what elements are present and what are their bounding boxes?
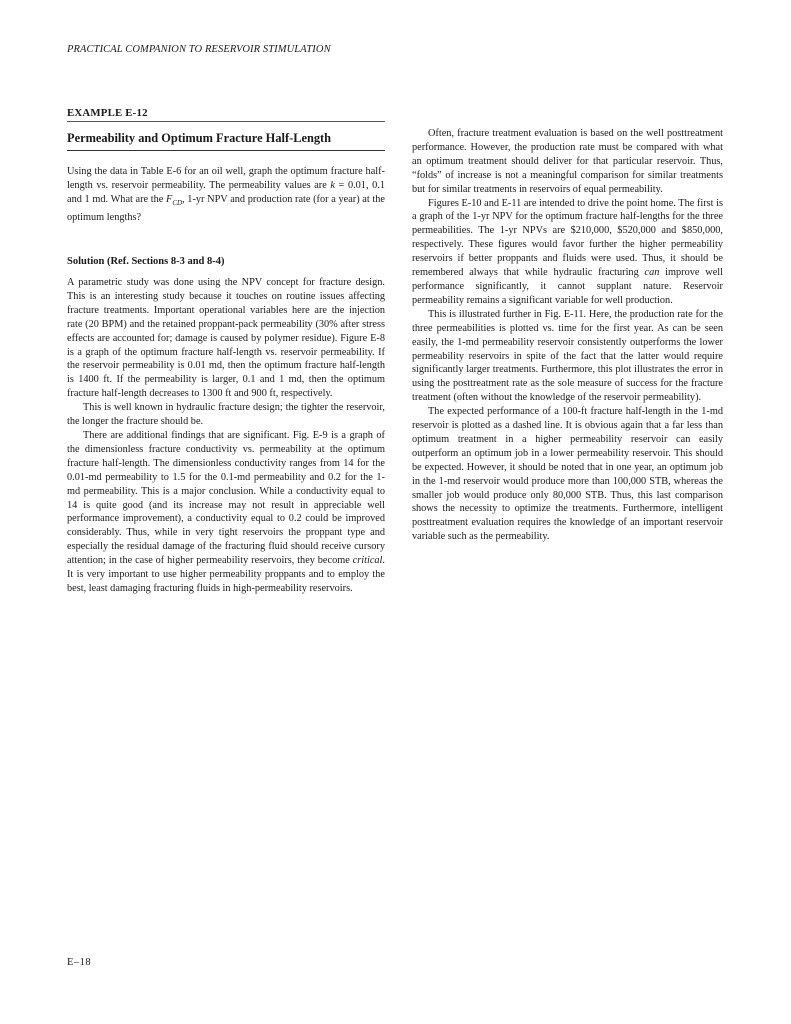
left-paragraph-3: There are additional findings that are significant. Fig. E-9 is a graph of the dimensionless fracture conductivity vs. permeability at the optimum fracture half-length. The dimensionless conductivity ranges from 14 for the 0.01-md permeability to 1.5 for the 0.1-md permeability and 0.2 for the 1-md permeability. This is a major conclusion. While a conductivity equal to 14 is quite good (and its increase may not result in appreciable well performance improvement), a conductivity equal to 0.2 could be improved considerably. Thus, while in very tight reservoirs the proppant type and especially the residual damage of the fracturing fluid should receive cursory attention; in the case of higher permeability reservoirs, they become critical. It is very important to use higher permeability proppants and to employ the best, least damaging fracturing fluids in high-permeability reservoirs. <box>67 429 385 594</box>
left-paragraph-2: This is well known in hydraulic fracture design; the tighter the reservoir, the longer the fracture should be. <box>67 402 385 428</box>
example-label: EXAMPLE E-12 <box>67 107 385 122</box>
problem-text-2: = 0.01, 0.1 and 1 md. What are the <box>67 179 385 205</box>
right-column <box>412 127 723 544</box>
right-paragraph-1: Often, fracture treatment evaluation is based on the well posttreatment performance. However, the production rate must be compared with what an optimum treatment should deliver for that particular reservoir. Thus, “folds” of increase is not a meaningful comparison for similar treatments but for similar treatments in reservoirs of equal permeability. <box>412 128 723 195</box>
emphasis-critical: critical <box>352 555 383 567</box>
problem-text-1: Using the data in Table E-6 for an oil well, graph the optimum fracture half-length vs. reservoir permeability. The permeability values are <box>67 166 385 191</box>
problem-fcd-symbol: $F_{CD}$ <box>166 193 183 207</box>
problem-k-symbol: k <box>330 179 335 191</box>
right-paragraph-2: Figures E-10 and E-11 are intended to drive the point home. The first is a graph of the 1-yr NPV for the optimum fracture half-lengths for the three permeabilities. The 1-yr NPVs are $210,000, $520,000 and $850,000, respectively. These figures would favor further the higher permeability reservoirs if better proppants and fluids were used. Thus, it should be remembered always that while hydraulic fracturing can improve well performance significantly, it cannot supplant nature. Reservoir permeability remains a significant variable for well production. <box>412 197 723 306</box>
solution-heading: Solution (Ref. Sections 8-3 and 8-4) <box>67 256 225 267</box>
example-title: Permeability and Optimum Fracture Half-Length <box>67 131 385 151</box>
left-paragraph-1: A parametric study was done using the NPV concept for fracture design. This is an interesting study because it touches on routine issues affecting fracture treatments. Important operational variables here are the injection rate (20 BPM) and the retained proppant-pack permeability (30% after stress effects are accounted for; damage is caused by polymer residue). Figure E-8 is a graph of the optimum fracture half-length vs. reservoir permeability. If the reservoir permeability is 0.01 md, then the optimum fracture half-length is 1400 ft. If the permeability is larger, 0.1 and 1 md, then the optimum fracture half-length decreases to 1300 ft and 900 ft, respectively. <box>67 277 385 400</box>
solution-body <box>67 276 385 596</box>
emphasis-can: can <box>644 267 660 279</box>
problem-statement <box>67 165 385 225</box>
right-paragraph-4: The expected performance of a 100-ft fracture half-length in the 1-md reservoir is plotted as a dashed line. It is obvious again that a far less than optimum treatment in a higher permeability reservoir can easily outperform an optimum job in a lower permeability reservoir. This should be expected. However, it should be noted that in one year, an optimum job in the 1-md reservoir would produce more than 100,000 STB, whereas the smaller job would produce only 80,000 STB. Thus, this last comparison shows the necessity to optimize the treatments. Furthermore, intelligent posttreatment evaluation requires the knowledge of an important reservoir variable such as the permeability. <box>412 406 723 543</box>
page-number: E–18 <box>67 957 92 968</box>
running-head: PRACTICAL COMPANION TO RESERVOIR STIMULATION <box>67 44 331 55</box>
right-paragraph-3: This is illustrated further in Fig. E-11. Here, the production rate for the three permeabilities is plotted vs. time for the first year. As can be seen easily, the 1-md permeability reservoir consistently outperforms the lower permeability reservoirs in spite of the fact that the latter would require significantly larger treatments. Furthermore, this plot illustrates the error in using the posttreatment rate as the sole measure of success for the fracture treatment (often without the knowledge of the reservoir permeability). <box>412 308 723 404</box>
problem-text-3: , 1-yr NPV and production rate (for a year) at the optimum lengths? <box>67 193 385 223</box>
